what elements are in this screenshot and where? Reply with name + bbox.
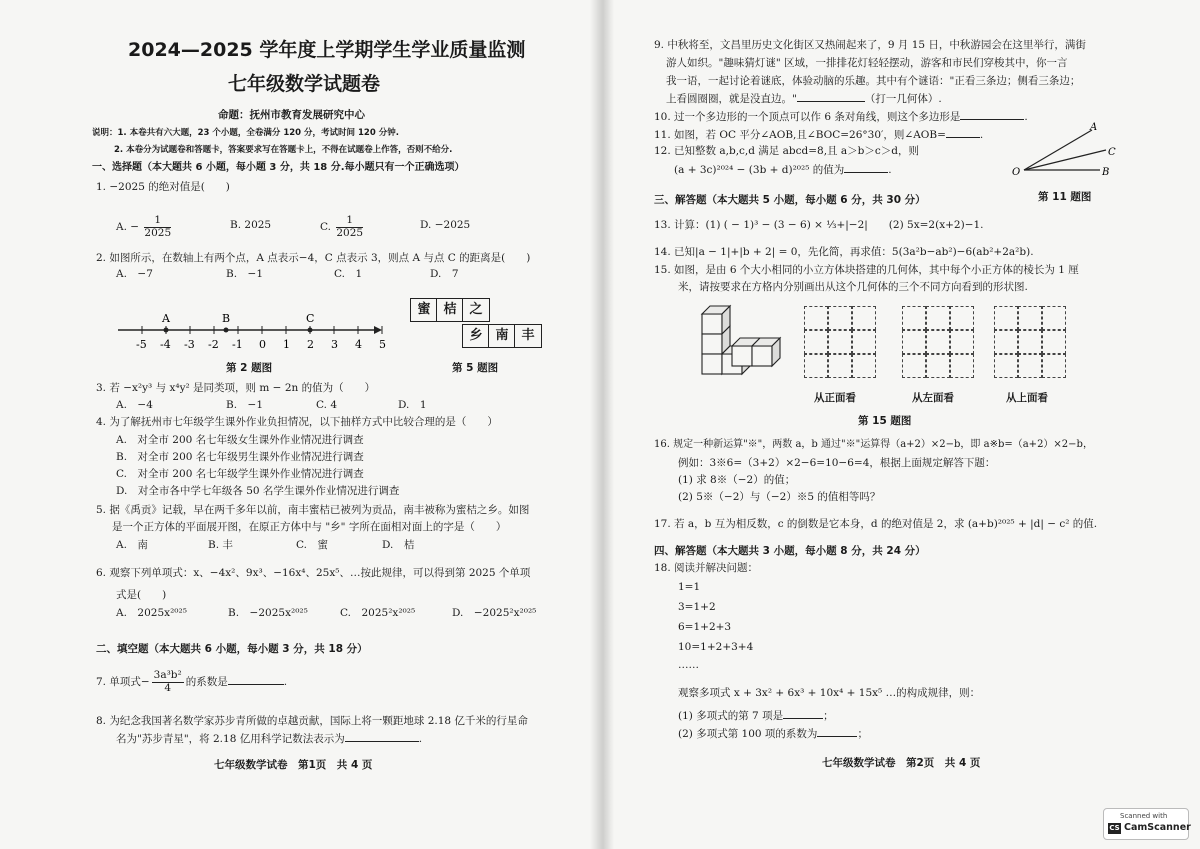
q18-1-answer-blank bbox=[783, 708, 823, 719]
q3-option-d: D. 1 bbox=[398, 399, 427, 411]
q1-option-b: B. 2025 bbox=[230, 219, 272, 231]
q5-option-a: A. 南 bbox=[116, 539, 148, 551]
question-18-part-2: (2) 多项式第 100 项的系数为 ； bbox=[678, 728, 868, 740]
point-b-dot bbox=[224, 328, 229, 333]
number-line-tick-label: 3 bbox=[331, 338, 338, 351]
view-grid-cell[interactable] bbox=[804, 354, 828, 378]
exam-title: 2024—2025 学年度上学期学生学业质量监测 bbox=[128, 39, 526, 61]
angle-label-a: A bbox=[1090, 122, 1098, 133]
view-grid-cell[interactable] bbox=[1018, 306, 1042, 330]
view-grid-cell[interactable] bbox=[1042, 330, 1066, 354]
caption-q11: 第 11 题图 bbox=[1038, 191, 1092, 203]
view-grid-cell[interactable] bbox=[950, 354, 974, 378]
ray-oc bbox=[1024, 150, 1106, 170]
number-line-tick-label: 2 bbox=[307, 338, 314, 351]
question-18-part-1: (1) 多项式的第 7 项是 ； bbox=[678, 710, 834, 722]
number-line-tick-label: 1 bbox=[283, 338, 290, 351]
q3-option-b: B. −1 bbox=[226, 399, 264, 411]
q6-option-d: D. −2025²x²⁰²⁵ bbox=[452, 607, 537, 619]
left-view-grid[interactable] bbox=[902, 306, 976, 380]
view-grid-cell[interactable] bbox=[804, 330, 828, 354]
q7-fraction: $\frac{\text{3a³b²}}{4}$ bbox=[153, 669, 182, 694]
question-5-line-1: 5. 据《禹贡》记载，早在两千多年以前，南丰蜜桔已被列为贡品，南丰被称为蜜桔之乡。如图 bbox=[96, 504, 530, 516]
sequence-line-4: 10=1+2+3+4 bbox=[678, 641, 754, 653]
q1-option-d: D. −2025 bbox=[420, 219, 471, 231]
view-grid-cell[interactable] bbox=[828, 330, 852, 354]
q10-answer-blank bbox=[960, 109, 1024, 120]
view-grid-cell[interactable] bbox=[902, 354, 926, 378]
q8-answer-blank bbox=[345, 731, 419, 742]
section-4-heading: 四、解答题（本大题共 3 小题，每小题 8 分，共 24 分） bbox=[654, 545, 926, 557]
question-15-line-1: 15. 如图，是由 6 个大小相同的小立方体块搭建的几何体，其中每个小正方体的棱长为 1 厘 bbox=[654, 264, 1079, 276]
view-grid-cell[interactable] bbox=[994, 306, 1018, 330]
view-grid-cell[interactable] bbox=[902, 330, 926, 354]
point-c-label: C bbox=[306, 312, 315, 325]
sequence-line-1: 1=1 bbox=[678, 581, 701, 593]
view-grid-cell[interactable] bbox=[1018, 330, 1042, 354]
view-grid-cell[interactable] bbox=[994, 354, 1018, 378]
view-grid-cell[interactable] bbox=[926, 354, 950, 378]
number-line-tick-label: -3 bbox=[184, 338, 195, 351]
q2-option-b: B. −1 bbox=[226, 268, 264, 280]
angle-label-c: C bbox=[1108, 147, 1116, 158]
q4-option-a: A. 对全市 200 名七年级女生课外作业情况进行调查 bbox=[116, 434, 364, 446]
question-6-line-2: 式是( ) bbox=[116, 589, 167, 601]
question-11: 11. 如图，若 OC 平分∠AOB,且∠BOC=26°30′，则∠AOB= . bbox=[654, 129, 984, 141]
q2-option-c: C. 1 bbox=[334, 268, 363, 280]
q1-option-c: C. $\frac{1}{2025}$ bbox=[320, 214, 364, 239]
number-line-tick-label: 4 bbox=[355, 338, 362, 351]
view-grid-cell[interactable] bbox=[804, 306, 828, 330]
question-16-line-1: 16. 规定一种新运算"※"，两数 a，b 通过"※"运算得（a+2）×2−b，即 a※b=（a+2）×2−b， bbox=[654, 439, 1093, 450]
question-16-part-2: (2) 5※（−2）与（−2）※5 的值相等吗？ bbox=[678, 491, 881, 503]
camscanner-badge bbox=[1103, 808, 1189, 840]
question-1: 1. −2025 的绝对值是( ) bbox=[96, 181, 230, 193]
number-line-tick-label: -1 bbox=[232, 338, 243, 351]
question-9-line-2: 游人如织。"趣味猜灯谜" 区域，一排排花灯轻轻摆动，游客和市民们穿梭其中，你一言 bbox=[666, 57, 1068, 69]
q4-option-b: B. 对全市 200 名七年级男生课外作业情况进行调查 bbox=[116, 451, 364, 463]
exam-author: 命题：抚州市教育发展研究中心 bbox=[218, 109, 365, 121]
q11-answer-blank bbox=[946, 127, 980, 138]
net-face-3: 之 bbox=[462, 298, 490, 322]
net-face-1: 蜜 bbox=[410, 298, 438, 322]
ray-oa bbox=[1024, 130, 1092, 170]
number-line-tick-label: -4 bbox=[160, 338, 171, 351]
point-a-label: A bbox=[162, 312, 170, 325]
net-face-4: 乡 bbox=[462, 324, 490, 348]
view-grid-cell[interactable] bbox=[926, 330, 950, 354]
question-12-line-1: 12. 已知整数 a,b,c,d 满足 abcd=8,且 a＞b＞c＞d，则 bbox=[654, 145, 919, 157]
camscanner-line-1: Scanned with bbox=[1120, 812, 1168, 820]
question-8-line-1: 8. 为纪念我国著名数学家苏步青所做的卓越贡献，国际上将一颗距地球 2.18 亿千米的行星命 bbox=[96, 715, 528, 727]
view-label-front: 从正面看 bbox=[814, 392, 856, 404]
sequence-line-5: …… bbox=[678, 659, 699, 671]
question-16-line-2: 例如：3※6=（3+2）×2−6=10−6=4，根据上面规定解答下题： bbox=[678, 457, 996, 469]
question-15-line-2: 米，请按要求在方格内分别画出从这个几何体的三个不同方向看到的形状图. bbox=[678, 281, 1028, 293]
exam-subtitle: 七年级数学试题卷 bbox=[228, 73, 381, 95]
net-face-2: 桔 bbox=[436, 298, 464, 322]
q6-option-b: B. −2025x²⁰²⁵ bbox=[228, 607, 308, 619]
question-16-part-1: (1) 求 8※（−2）的值； bbox=[678, 474, 796, 486]
question-10: 10. 过一个多边形的一个顶点可以作 6 条对角线，则这个多边形是 . bbox=[654, 111, 1028, 123]
section-1-heading: 一、选择题（本大题共 6 小题，每小题 3 分，共 18 分.每小题只有一个正确选项） bbox=[92, 162, 465, 173]
q6-option-c: C. 2025²x²⁰²⁵ bbox=[340, 607, 416, 619]
question-9-line-4: 上看圆圈圈，就是没直边。" （打一几何体）. bbox=[666, 93, 942, 105]
q2-option-a: A. −7 bbox=[116, 268, 153, 280]
caption-q5: 第 5 题图 bbox=[452, 362, 499, 374]
exam-note-2: 2. 本卷分为试题卷和答题卡，答案要求写在答题卡上，不得在试题卷上作答，否则不给分. bbox=[114, 145, 453, 155]
q12-answer-blank bbox=[844, 162, 888, 173]
q5-option-b: B. 丰 bbox=[208, 539, 233, 551]
question-9-line-3: 我一语，一起讨论着谜底，体验动脑的乐趣。其中有个谜语："正看三条边；侧看三条边； bbox=[666, 75, 1081, 87]
number-line-tick-label: -2 bbox=[208, 338, 219, 351]
section-3-heading: 三、解答题（本大题共 5 小题，每小题 6 分，共 30 分） bbox=[654, 194, 926, 206]
view-grid-cell[interactable] bbox=[950, 306, 974, 330]
point-c-dot bbox=[308, 328, 313, 333]
question-9-line-1: 9. 中秋将至，文昌里历史文化街区又热闹起来了，9 月 15 日，中秋游园会在这里举行，满街 bbox=[654, 39, 1086, 51]
question-18-rule: 观察多项式 x + 3x² + 6x³ + 10x⁴ + 15x⁵ …的构成规律，则： bbox=[678, 687, 981, 699]
question-17: 17. 若 a，b 互为相反数，c 的倒数是它本身，d 的绝对值是 2，求 (a+b)²⁰²⁵ + |d| − c² 的值. bbox=[654, 518, 1098, 530]
front-view-grid[interactable] bbox=[804, 306, 878, 380]
view-grid-cell[interactable] bbox=[1042, 354, 1066, 378]
question-2: 2. 如图所示，在数轴上有两个点，A 点表示−4，C 点表示 3，则点 A 与点 C 的距离是( ) bbox=[96, 252, 531, 264]
view-grid-cell[interactable] bbox=[828, 306, 852, 330]
number-line-tick-label: 5 bbox=[379, 338, 386, 351]
question-4: 4. 为了解抚州市七年级学生课外作业负担情况，以下抽样方式中比较合理的是（ ） bbox=[96, 416, 498, 428]
caption-q2: 第 2 题图 bbox=[226, 362, 273, 374]
view-label-left: 从左面看 bbox=[912, 392, 954, 404]
number-line-arrow bbox=[374, 326, 382, 334]
question-3: 3. 若 −x²y³ 与 x⁴y² 是同类项，则 m − 2n 的值为（ ） bbox=[96, 382, 376, 394]
net-face-5: 南 bbox=[488, 324, 516, 348]
q2-option-d: D. 7 bbox=[430, 268, 459, 280]
question-5-line-2: 是一个正方体的平面展开图，在原正方体中与 "乡" 字所在面相对面上的字是（ ） bbox=[112, 521, 507, 533]
q3-option-c: C. 4 bbox=[316, 399, 338, 411]
question-12-line-2: (a + 3c)²⁰²⁴ − (3b + d)²⁰²⁵ 的值为 . bbox=[674, 164, 892, 176]
view-grid-cell[interactable] bbox=[828, 354, 852, 378]
view-grid-cell[interactable] bbox=[852, 306, 876, 330]
point-b-label: B bbox=[222, 312, 231, 325]
view-grid-cell[interactable] bbox=[994, 330, 1018, 354]
question-13: 13. 计算：(1) ( − 1)³ − (3 − 6) × ⅓+|−2| (2) 5x=2(x+2)−1. bbox=[654, 219, 984, 231]
view-grid-cell[interactable] bbox=[1042, 306, 1066, 330]
angle-label-o: O bbox=[1012, 167, 1021, 178]
view-grid-cell[interactable] bbox=[852, 354, 876, 378]
q5-option-d: D. 桔 bbox=[382, 539, 415, 551]
number-line-tick-label: -5 bbox=[136, 338, 147, 351]
question-8-line-2: 名为"苏步青星"，将 2.18 亿用科学记数法表示为 . bbox=[116, 733, 423, 745]
sequence-line-3: 6=1+2+3 bbox=[678, 621, 732, 633]
exam-note-1: 说明：1. 本卷共有六大题，23 个小题，全卷满分 120 分，考试时间 120 分钟. bbox=[92, 128, 399, 138]
view-grid-cell[interactable] bbox=[950, 330, 974, 354]
q18-2-answer-blank bbox=[817, 726, 857, 737]
q4-option-c: C. 对全市 200 名七年级学生课外作业情况进行调查 bbox=[116, 468, 364, 480]
sequence-line-2: 3=1+2 bbox=[678, 601, 716, 613]
number-line-figure bbox=[112, 310, 386, 352]
page-2 bbox=[600, 0, 1200, 849]
view-grid-cell[interactable] bbox=[852, 330, 876, 354]
q9-answer-blank bbox=[797, 91, 865, 102]
q1-option-a: A. − $\frac{1}{2025}$ bbox=[116, 214, 172, 239]
section-2-heading: 二、填空题（本大题共 6 小题，每小题 3 分，共 18 分） bbox=[96, 643, 368, 655]
angle-label-b: B bbox=[1102, 167, 1110, 178]
number-line-tick-label: 0 bbox=[259, 338, 266, 351]
q4-option-d: D. 对全市各中学七年级各 50 名学生课外作业情况进行调查 bbox=[116, 485, 400, 497]
q5-option-c: C. 蜜 bbox=[296, 539, 328, 551]
q6-option-a: A. 2025x²⁰²⁵ bbox=[116, 607, 187, 619]
view-label-top: 从上面看 bbox=[1006, 392, 1048, 404]
q3-option-a: A. −4 bbox=[116, 399, 153, 411]
question-6-line-1: 6. 观察下列单项式：x、−4x²、9x³、−16x⁴、25x⁵、…按此规律，可以得到第 2025 个单项 bbox=[96, 567, 531, 579]
caption-q15: 第 15 题图 bbox=[858, 415, 912, 427]
question-7: 7. 单项式− $\frac{\text{3a³b²}}{4}$ 的系数是 . bbox=[96, 669, 288, 694]
view-grid-cell[interactable] bbox=[926, 306, 950, 330]
page-2-footer: 七年级数学试卷 第2页 共 4 页 bbox=[822, 757, 981, 769]
q7-answer-blank bbox=[228, 674, 284, 685]
point-a-dot bbox=[164, 328, 169, 333]
cube-stack-figure bbox=[696, 300, 792, 386]
q1-a-fraction: $\frac{1}{2025}$ bbox=[144, 214, 172, 239]
q1-c-fraction: $\frac{1}{2025}$ bbox=[336, 214, 364, 239]
view-grid-cell[interactable] bbox=[902, 306, 926, 330]
camscanner-line-2: CamScanner bbox=[1124, 822, 1191, 833]
question-18: 18. 阅读并解决问题： bbox=[654, 562, 759, 574]
question-14: 14. 已知|a − 1|+|b + 2| = 0，先化简，再求值：5(3a²b−ab²)−6(ab²+2a²b). bbox=[654, 246, 1034, 258]
top-view-grid[interactable] bbox=[994, 306, 1068, 380]
net-face-6: 丰 bbox=[514, 324, 542, 348]
camscanner-logo-icon: CS bbox=[1109, 824, 1120, 832]
page-1-footer: 七年级数学试卷 第1页 共 4 页 bbox=[214, 759, 373, 771]
view-grid-cell[interactable] bbox=[1018, 354, 1042, 378]
angle-figure bbox=[1010, 120, 1120, 182]
